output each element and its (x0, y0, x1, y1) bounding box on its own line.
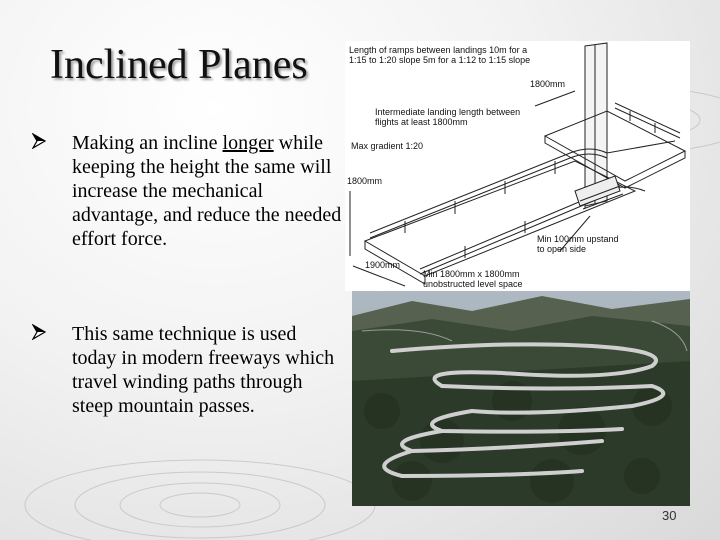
arrow-bullet-icon (32, 324, 46, 340)
ramp-diagram (345, 41, 690, 291)
mountain-road-photo (352, 291, 690, 506)
slide-title: Inclined Planes (50, 42, 308, 88)
bullet-freeways (34, 322, 344, 418)
ramp-line-drawing (345, 41, 690, 291)
label-level-space: Min 1800mm x 1800mm unobstructed level space (423, 269, 523, 289)
mountain-road-image (352, 291, 690, 506)
label-upstand: Min 100mm upstand to open side (537, 234, 619, 254)
bullet-text: This same technique is used today in modern freeways which travel winding paths through steep mountain passes. (72, 323, 335, 417)
bullet-text: Making an incline longer while keeping the height the same will increase the mechanical advantage, and reduce the needed effort force. (72, 132, 342, 250)
bullet-incline-longer (34, 131, 344, 251)
label-width-top: 1800mm (530, 79, 566, 89)
emphasized-word: longer (222, 132, 274, 154)
slide-number: 30 (662, 508, 677, 523)
label-max-gradient: Max gradient 1:20 (351, 141, 424, 151)
label-ramp-lengths: Length of ramps between landings 10m for a 1:15 to 1:20 slope 5m for a 1:12 to 1:15 slope (349, 45, 531, 65)
label-intermediate-landing: Intermediate landing length between flights at least 1800mm (375, 107, 521, 127)
label-width-side: 1800mm (347, 176, 383, 186)
arrow-bullet-icon (32, 133, 46, 149)
label-width-bottom: 1900mm (365, 260, 401, 270)
